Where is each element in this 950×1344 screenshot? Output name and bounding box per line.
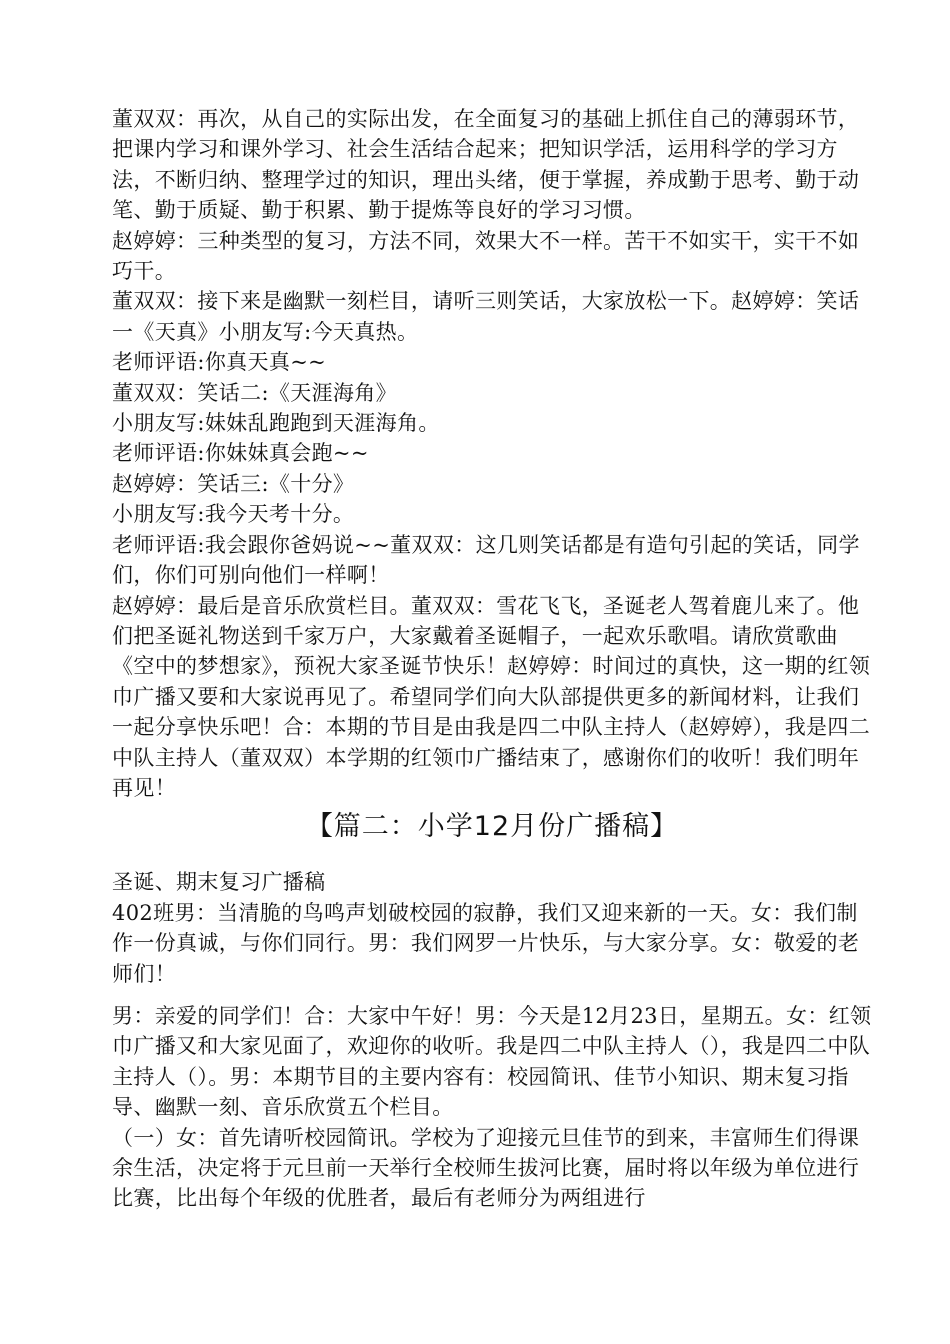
paragraph: 赵婷婷：最后是音乐欣赏栏目。董双双：雪花飞飞，圣诞老人驾着鹿儿来了。他们把圣诞礼物送到千家万户，大家戴着圣诞帽子，一起欢乐歌唱。请欣赏歌曲《空中的梦想家》，预祝大家圣诞节快乐！赵婷婷：时间过的真快，这一期的红领巾广播又要和大家说再见了。希望同学们向大队部提供更多的新闻材料，让我们一起分享快乐吧！合：本期的节目是由我是四二中队主持人（赵婷婷），我是四二中队主持人（董双双）本学期的红领巾广播结束了，感谢你们的收听！我们明年再见！ — [112, 593, 871, 800]
section-heading: 【篇二：小学12月份广播稿】 — [305, 811, 679, 843]
paragraph: 老师评语:我会跟你爸妈说~~董双双：这几则笑话都是有造句引起的笑话，同学们，你们可别向他们一样啊！ — [112, 532, 860, 588]
paragraph: 小朋友写:妹妹乱跑跑到天涯海角。 — [112, 411, 440, 436]
paragraph: 老师评语:你妹妹真会跑~~ — [112, 441, 369, 466]
spacer — [112, 989, 872, 1001]
section-title: 圣诞、期末复习广播稿 — [112, 870, 326, 895]
paragraph: 402班男：当清脆的鸟鸣声划破校园的寂静，我们又迎来新的一天。女：我们制作一份真诚，与你们同行。男：我们网罗一片快乐，与大家分享。女：敬爱的老师们！ — [112, 900, 860, 986]
paragraph: 小朋友写:我今天考十分。 — [112, 502, 355, 527]
document-page — [112, 104, 872, 1214]
paragraph: （一）女：首先请听校园简讯。学校为了迎接元旦佳节的到来，丰富师生们得课余生活，决定将于元旦前一天举行全校师生拔河比赛，届时将以年级为单位进行比赛，比出每个年级的优胜者，最后有老师分为两组进行 — [112, 1125, 860, 1211]
paragraph: 赵婷婷：笑话三:《十分》 — [112, 471, 355, 496]
paragraph: 老师评语:你真天真~~ — [112, 350, 327, 375]
spacer — [112, 853, 872, 867]
paragraph: 董双双：再次，从自己的实际出发，在全面复习的基础上抓住自己的薄弱环节，把课内学习和课外学习、社会生活结合起来；把知识学活，运用科学的学习方法，不断归纳、整理学过的知识，理出头绪，便于掌握，养成勤于思考、勤于动笔、勤于质疑、勤于积累、勤于提炼等良好的学习习惯。 — [112, 107, 860, 223]
paragraph: 董双双：接下来是幽默一刻栏目，请听三则笑话，大家放松一下。赵婷婷：笑话一《天真》小朋友写:今天真热。 — [112, 289, 860, 344]
paragraph: 赵婷婷：三种类型的复习，方法不同，效果大不一样。苦干不如实干，实干不如巧干。 — [112, 228, 860, 284]
paragraph: 董双双：笑话二:《天涯海角》 — [112, 380, 397, 405]
paragraph: 男：亲爱的同学们！合：大家中午好！男：今天是12月23日，星期五。女：红领巾广播又和大家见面了，欢迎你的收听。我是四二中队主持人（），我是四二中队主持人（）。男：本期节目的主要内容有：校园简讯、佳节小知识、期末复习指导、幽默一刻、音乐欣赏五个栏目。 — [112, 1003, 872, 1120]
